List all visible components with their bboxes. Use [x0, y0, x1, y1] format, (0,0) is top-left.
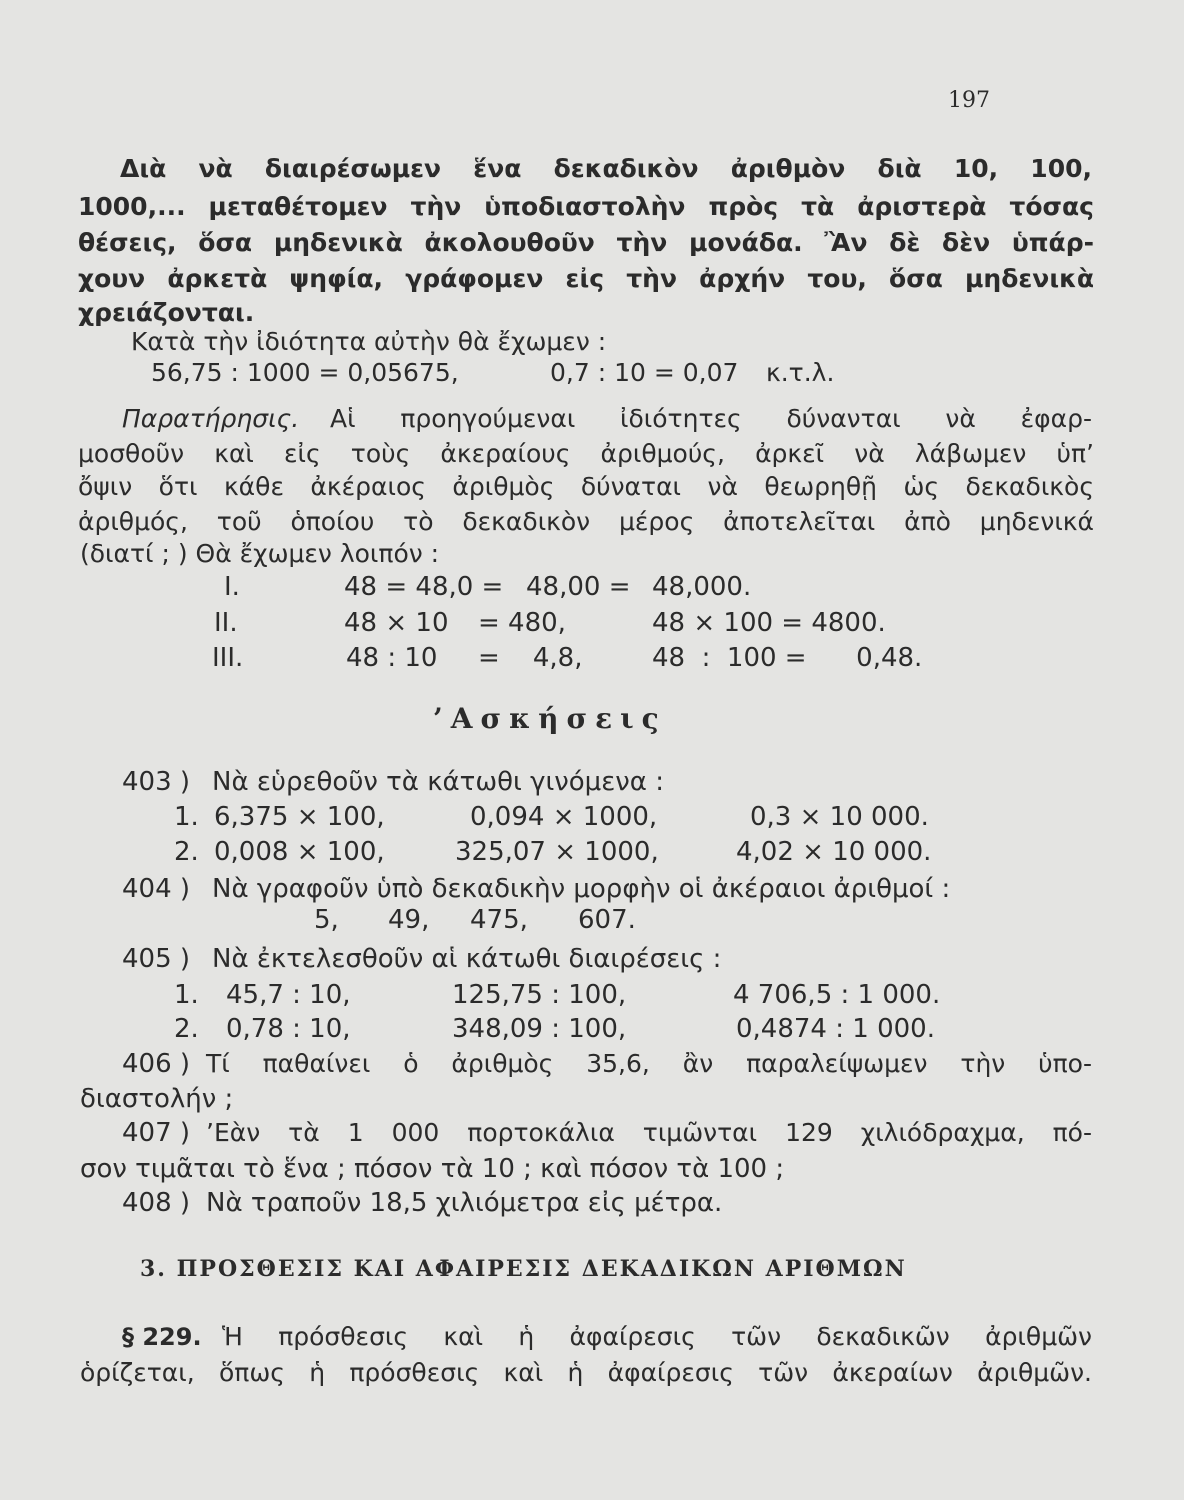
example-1-num: I. [224, 572, 240, 602]
rule-line-1: Διὰ νὰ διαιρέσωμεν ἕνα δεκαδικὸν ἀριθμὸν διὰ 10, 100, [120, 154, 1092, 183]
exercise-403-1-c: 0,3 × 10 000. [750, 802, 929, 832]
exercise-403-1-b: 0,094 × 1000, [470, 802, 658, 832]
exercise-407-line-1: ’Εὰν τὰ 1 000 πορτοκάλια τιμῶνται 129 χιλιόδραχμα, πό- [206, 1118, 1092, 1147]
rule-line-5: χρειάζονται. [78, 298, 255, 327]
page-number: 197 [948, 88, 990, 113]
exercise-403-2-b: 325,07 × 1000, [455, 837, 659, 867]
property-example-1: 56,75 : 1000 = 0,05675, [151, 358, 459, 387]
exercise-404-num-3: 475, [470, 905, 528, 935]
exercise-408-label: 408 ) [122, 1188, 191, 1218]
exercise-404-text: Νὰ γραφοῦν ὑπὸ δεκαδικὴν μορφὴν οἱ ἀκέραιοι ἀριθμοί : [212, 874, 951, 904]
exercise-403-text: Νὰ εὑρεθοῦν τὰ κάτωθι γινόμενα : [212, 767, 664, 797]
exercise-403-1-a: 6,375 × 100, [214, 802, 385, 832]
paragraph-229-line-1: Ἡ πρόσθεσις καὶ ἡ ἀφαίρεσις τῶν δεκαδικῶν ἀριθμῶν [222, 1322, 1092, 1351]
exercises-heading: ’Ασκήσεις [433, 702, 667, 735]
paragraph-229-label: § 229. [122, 1323, 202, 1351]
exercise-406-line-1: Τί παθαίνει ὁ ἀριθμὸς 35,6, ἂν παραλείψωμεν τὴν ὑπο- [206, 1049, 1092, 1078]
exercise-405-label: 405 ) [122, 944, 191, 974]
exercise-408-text: Νὰ τραποῦν 18,5 χιλιόμετρα εἰς μέτρα. [206, 1188, 723, 1218]
remark-line-2: μοσθοῦν καὶ εἰς τοὺς ἀκεραίους ἀριθμούς, ἀρκεῖ νὰ λάβωμεν ὑπ’ [78, 439, 1094, 468]
exercise-405-2-num: 2. [174, 1014, 199, 1044]
exercise-403-2-c: 4,02 × 10 000. [736, 837, 932, 867]
example-3-b: = 4,8, [478, 643, 583, 673]
exercise-405-text: Νὰ ἐκτελεσθοῦν αἱ κάτωθι διαιρέσεις : [212, 944, 722, 974]
example-1-a: 48 = 48,0 = [344, 572, 504, 602]
exercise-405-1-a: 45,7 : 10, [226, 980, 351, 1010]
remark-line-3: ὄψιν ὅτι κάθε ἀκέραιος ἀριθμὸς δύναται νὰ θεωρηθῇ ὡς δεκαδικὸς [78, 472, 1094, 501]
remark-line-1: Αἱ προηγούμεναι ἰδιότητες δύνανται νὰ ἐφαρ- [330, 404, 1092, 433]
exercise-405-2-c: 0,4874 : 1 000. [736, 1014, 935, 1044]
paragraph-229-line-2: ὁρίζεται, ὅπως ἡ πρόσθεσις καὶ ἡ ἀφαίρεσις τῶν ἀκεραίων ἀριθμῶν. [80, 1358, 1092, 1387]
exercise-404-num-4: 607. [578, 905, 636, 935]
exercise-403-1-num: 1. [174, 802, 199, 832]
exercise-405-1-c: 4 706,5 : 1 000. [733, 980, 941, 1010]
exercise-404-num-1: 5, [314, 905, 339, 935]
exercise-403-2-a: 0,008 × 100, [214, 837, 385, 867]
exercise-406-label: 406 ) [122, 1049, 191, 1079]
property-intro: Κατὰ τὴν ἰδιότητα αὐτὴν θὰ ἔχωμεν : [131, 327, 607, 356]
remark-line-4: ἀριθμός, τοῦ ὁποίου τὸ δεκαδικὸν μέρος ἀποτελεῖται ἀπὸ μηδενικά [78, 507, 1094, 536]
example-2-num: II. [214, 608, 238, 638]
exercise-404-num-2: 49, [388, 905, 430, 935]
example-2-a: 48 × 10 [344, 608, 449, 638]
exercise-406-line-2: διαστολήν ; [80, 1084, 234, 1114]
example-3-num: III. [212, 643, 244, 673]
exercise-405-1-b: 125,75 : 100, [452, 980, 627, 1010]
exercise-404-label: 404 ) [122, 874, 191, 904]
example-2-c: 48 × 100 = 4800. [652, 608, 886, 638]
property-example-2: 0,7 : 10 = 0,07 [550, 358, 739, 387]
rule-line-2: 1000,... μεταθέτομεν τὴν ὑποδιαστολὴν πρὸς τὰ ἀριστερὰ τόσας [78, 192, 1094, 221]
exercise-405-2-b: 348,09 : 100, [452, 1014, 627, 1044]
example-1-b: 48,00 = [526, 572, 631, 602]
example-2-b: = 480, [478, 608, 566, 638]
example-3-a: 48 : 10 [346, 643, 438, 673]
property-etc: κ.τ.λ. [766, 358, 835, 387]
example-1-c: 48,000. [652, 572, 752, 602]
rule-line-3: θέσεις, ὅσα μηδενικὰ ἀκολουθοῦν τὴν μονάδα. Ἂν δὲ δὲν ὑπάρ- [78, 228, 1094, 257]
exercise-407-line-2: σον τιμᾶται τὸ ἕνα ; πόσον τὰ 10 ; καὶ πόσον τὰ 100 ; [80, 1154, 785, 1184]
section-title: 3. ΠΡΟΣΘΕΣΙΣ ΚΑΙ ΑΦΑΙΡΕΣΙΣ ΔΕΚΑΔΙΚΩΝ ΑΡΙΘΜΩΝ [140, 1256, 907, 1282]
exercise-405-2-a: 0,78 : 10, [226, 1014, 351, 1044]
exercise-403-label: 403 ) [122, 767, 191, 797]
exercise-403-2-num: 2. [174, 837, 199, 867]
exercise-405-1-num: 1. [174, 980, 199, 1010]
example-3-c: 48 : 100 = 0,48. [652, 643, 923, 673]
rule-line-4: χουν ἀρκετὰ ψηφία, γράφομεν εἰς τὴν ἀρχήν του, ὅσα μηδενικὰ [78, 264, 1094, 293]
exercise-407-label: 407 ) [122, 1118, 191, 1148]
remark-line-5: (διατί ; ) Θὰ ἔχωμεν λοιπόν : [80, 539, 440, 568]
remark-label: Παρατήρησις. [122, 404, 300, 433]
